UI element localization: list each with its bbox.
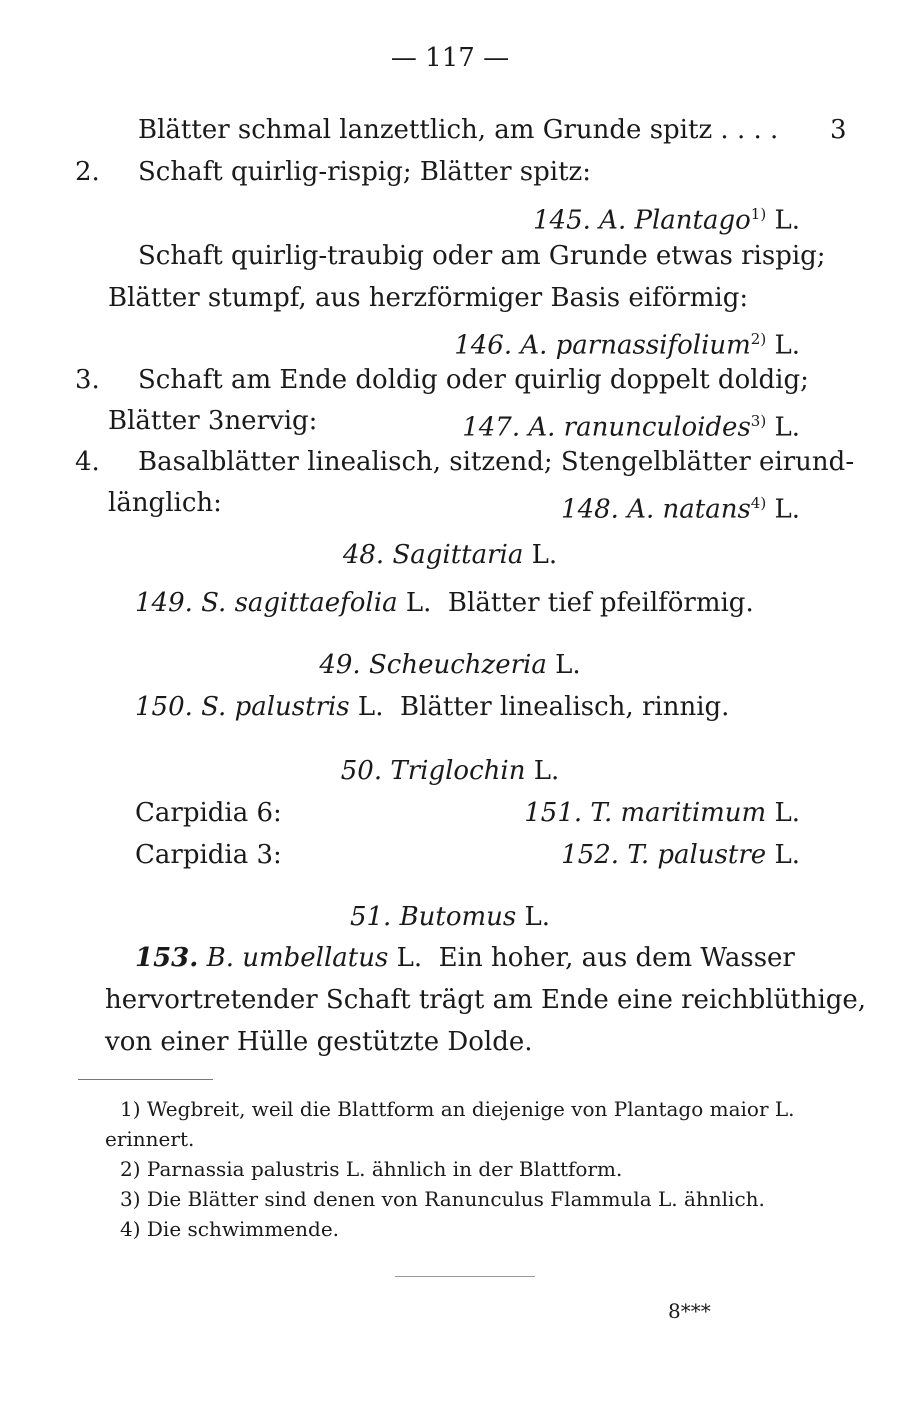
footnote-ref: 4) <box>750 494 767 512</box>
species-entry-149 <box>135 587 754 619</box>
genus-name: Scheuchzeria <box>368 650 547 680</box>
key-line-text: Blätter 3nervig: <box>108 406 318 436</box>
species-number: 145. <box>533 205 591 236</box>
species-entry-152 <box>561 839 800 871</box>
species-epithet: parnassifolium <box>555 330 751 361</box>
species-number: 151. <box>524 798 583 828</box>
footnote-2: 2) Parnassia palustris L. ähnlich in der Blattform. <box>120 1157 623 1181</box>
species-entry-148 <box>561 487 800 526</box>
footnote-ref: 1) <box>750 205 767 223</box>
footnote-1: 1) Wegbreit, weil die Blattform an diejenige von Plantago maior L. <box>120 1097 795 1121</box>
genus-number: 50. <box>340 756 383 786</box>
signature-mark: 8*** <box>668 1299 711 1323</box>
genus-name: Sagittaria <box>392 540 524 570</box>
genus-heading-48 <box>0 539 900 571</box>
species-name: T. maritimum <box>590 798 767 828</box>
species-name: S. sagittaefolia <box>201 588 398 618</box>
author: L. <box>774 205 800 236</box>
species-number: 152. <box>561 840 620 870</box>
species-number: 153. <box>135 943 199 973</box>
genus-abbrev: A. <box>599 205 627 236</box>
bottom-divider <box>395 1276 535 1277</box>
species-name: T. palustre <box>627 840 767 870</box>
genus-number: 51. <box>349 902 392 932</box>
species-epithet: Plantago <box>634 205 751 236</box>
genus-name: Butomus <box>399 902 517 932</box>
genus-abbrev: A. <box>520 330 548 361</box>
footnote-ref: 2) <box>750 330 767 348</box>
key-step-number: 2. <box>75 157 100 187</box>
author: L. <box>357 692 384 722</box>
footnote-4: 4) Die schwimmende. <box>120 1217 340 1241</box>
key-line-text: Schaft quirlig-traubig oder am Grunde etwas rispig; <box>138 241 826 271</box>
author: L. <box>774 798 800 828</box>
genus-abbrev: A. <box>528 412 556 443</box>
key-line-text: Carpidia 6: <box>135 798 282 828</box>
species-number: 146. <box>454 330 513 361</box>
key-step-number: 3. <box>75 365 100 395</box>
species-entry-153 <box>135 942 795 974</box>
author: L. <box>774 330 800 361</box>
species-number: 150. <box>135 692 193 722</box>
author: L. <box>396 943 423 973</box>
species-epithet: natans <box>662 494 751 525</box>
genus-number: 49. <box>319 650 361 680</box>
genus-heading-49 <box>0 649 900 681</box>
genus-heading-50 <box>0 755 900 787</box>
species-name: B. umbellatus <box>206 943 389 973</box>
species-number: 147. <box>462 412 521 443</box>
author: L. <box>774 412 800 443</box>
species-epithet: ranunculoides <box>563 412 751 443</box>
key-line-text: Schaft am Ende doldig oder quirlig doppelt doldig; <box>138 365 809 395</box>
footnote-divider <box>78 1079 213 1080</box>
species-entry-146 <box>454 323 800 362</box>
species-entry-145 <box>533 198 800 237</box>
key-line-text: Blätter schmal lanzettlich, am Grunde spitz . . . . <box>138 115 779 145</box>
genus-number: 48. <box>342 540 385 570</box>
species-description: Blätter linealisch, rinnig. <box>399 692 730 722</box>
key-step-number: 4. <box>75 447 100 477</box>
key-line-text: Blätter stumpf, aus herzförmiger Basis eiförmig: <box>108 283 749 313</box>
author: L. <box>524 902 551 932</box>
page-number: — 117 — <box>390 43 510 73</box>
species-description: Blätter tief pfeilförmig. <box>447 588 754 618</box>
species-description: hervortretender Schaft trägt am Ende eine reichblüthige, <box>105 985 867 1015</box>
species-number: 149. <box>135 588 193 618</box>
species-entry-147 <box>462 405 800 444</box>
author: L. <box>774 494 800 525</box>
key-line-ref: 3 <box>830 115 847 145</box>
author: L. <box>533 756 560 786</box>
footnote-3: 3) Die Blätter sind denen von Ranunculus Flammula L. ähnlich. <box>120 1187 765 1211</box>
genus-abbrev: A. <box>627 494 655 525</box>
species-description: Ein hoher, aus dem Wasser <box>438 943 795 973</box>
species-entry-151 <box>524 797 800 829</box>
author: L. <box>531 540 558 570</box>
author: L. <box>405 588 432 618</box>
species-name: S. palustris <box>201 692 350 722</box>
key-line-text: Basalblätter linealisch, sitzend; Stengelblätter eirund- <box>138 447 855 477</box>
author: L. <box>774 840 800 870</box>
species-description: von einer Hülle gestützte Dolde. <box>105 1027 533 1057</box>
genus-name: Triglochin <box>390 756 526 786</box>
key-line-text: Carpidia 3: <box>135 840 282 870</box>
genus-heading-51 <box>0 901 900 933</box>
footnote-ref: 3) <box>750 412 767 430</box>
key-line-text: länglich: <box>108 488 222 518</box>
species-entry-150 <box>135 691 729 723</box>
author: L. <box>555 650 581 680</box>
key-line-text: Schaft quirlig-rispig; Blätter spitz: <box>138 157 591 187</box>
species-number: 148. <box>561 494 619 525</box>
footnote-1-continued: erinnert. <box>105 1127 195 1151</box>
